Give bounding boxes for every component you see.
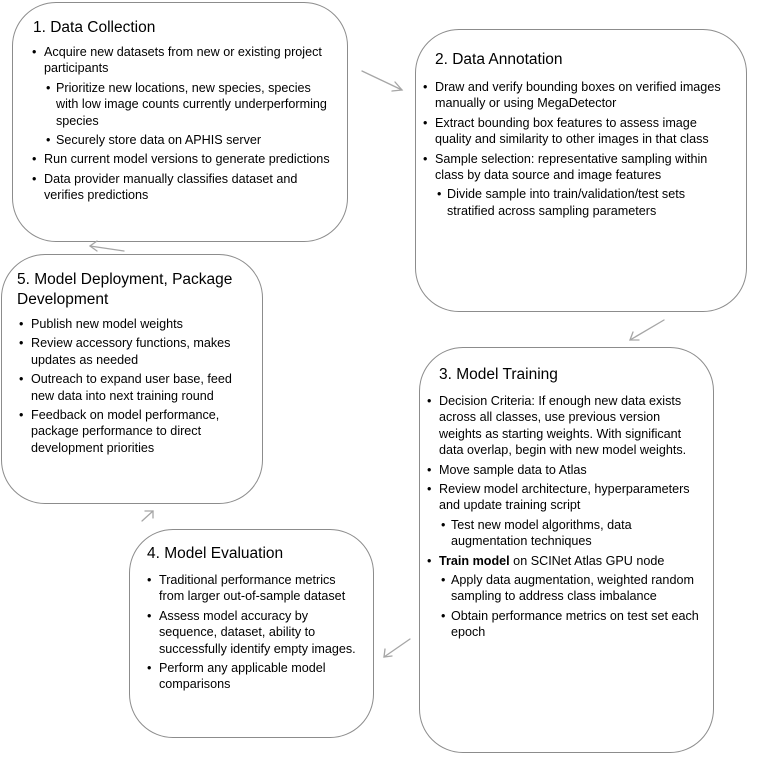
bullet-text: Move sample data to Atlas bbox=[439, 462, 587, 477]
bullet-text: Obtain performance metrics on test set each epoch bbox=[451, 608, 699, 640]
bullet-text: Sample selection: representative sampling within class by data source and image features bbox=[435, 151, 708, 183]
bullet-text: on SCINet Atlas GPU node bbox=[509, 553, 665, 568]
bullet-text: Decision Criteria: If enough new data exists across all classes, use previous version weights as starting weights. With significant data overlap, begin with new model weights. bbox=[439, 394, 687, 458]
stage-title: 3. Model Training bbox=[439, 366, 558, 383]
bullet-text: Run current model versions to generate predictions bbox=[44, 152, 330, 167]
arrow-5-to-1 bbox=[90, 241, 124, 251]
bullet-text: Securely store data on APHIS server bbox=[56, 133, 262, 148]
bullet-text: Publish new model weights bbox=[31, 317, 183, 331]
arrow-2-to-3 bbox=[630, 320, 664, 340]
bullet-text: Divide sample into train/validation/test sets stratified across sampling parameters bbox=[447, 187, 685, 218]
bullet-text: Acquire new datasets from new or existing project participants bbox=[44, 45, 322, 76]
bullet-text: Feedback on model performance, package performance to direct development priorities bbox=[31, 408, 220, 455]
bullet-text: Test new model algorithms, data augmentation techniques bbox=[451, 517, 632, 549]
arrow-4-to-5 bbox=[142, 511, 153, 521]
bullet-text: Draw and verify bounding boxes on verified images manually or using MegaDetector bbox=[435, 80, 721, 111]
bullet-text: Data provider manually classifies dataset and verifies predictions bbox=[44, 171, 298, 203]
stage-title: 4. Model Evaluation bbox=[147, 545, 284, 562]
bullet-text: Extract bounding box features to assess image quality and similarity to other images in that class bbox=[435, 115, 709, 147]
stage-title: 1. Data Collection bbox=[33, 19, 156, 36]
bullet-text: Assess model accuracy by sequence, dataset, ability to successfully identify empty images. bbox=[159, 608, 356, 656]
bullet-bold-text: Train model bbox=[439, 553, 510, 568]
bullet-text: Prioritize new locations, new species, species with low image counts currently underperforming species bbox=[56, 80, 327, 128]
arrow-3-to-4 bbox=[384, 639, 410, 657]
bullet-text: Review accessory functions, makes updates as needed bbox=[31, 336, 231, 367]
bullet-text: Traditional performance metrics from larger out-of-sample dataset bbox=[159, 573, 346, 604]
bullet-text: Apply data augmentation, weighted random sampling to address class imbalance bbox=[451, 573, 694, 604]
bullet-text: Review model architecture, hyperparameters and update training script bbox=[439, 482, 690, 513]
stage-title: 5. Model Deployment, Package Development bbox=[17, 271, 233, 308]
arrow-1-to-2 bbox=[362, 71, 402, 91]
bullet-text: Perform any applicable model comparisons bbox=[159, 661, 326, 692]
stage-title: 2. Data Annotation bbox=[435, 51, 563, 68]
bullet-text: Outreach to expand user base, feed new data into next training round bbox=[31, 372, 232, 403]
